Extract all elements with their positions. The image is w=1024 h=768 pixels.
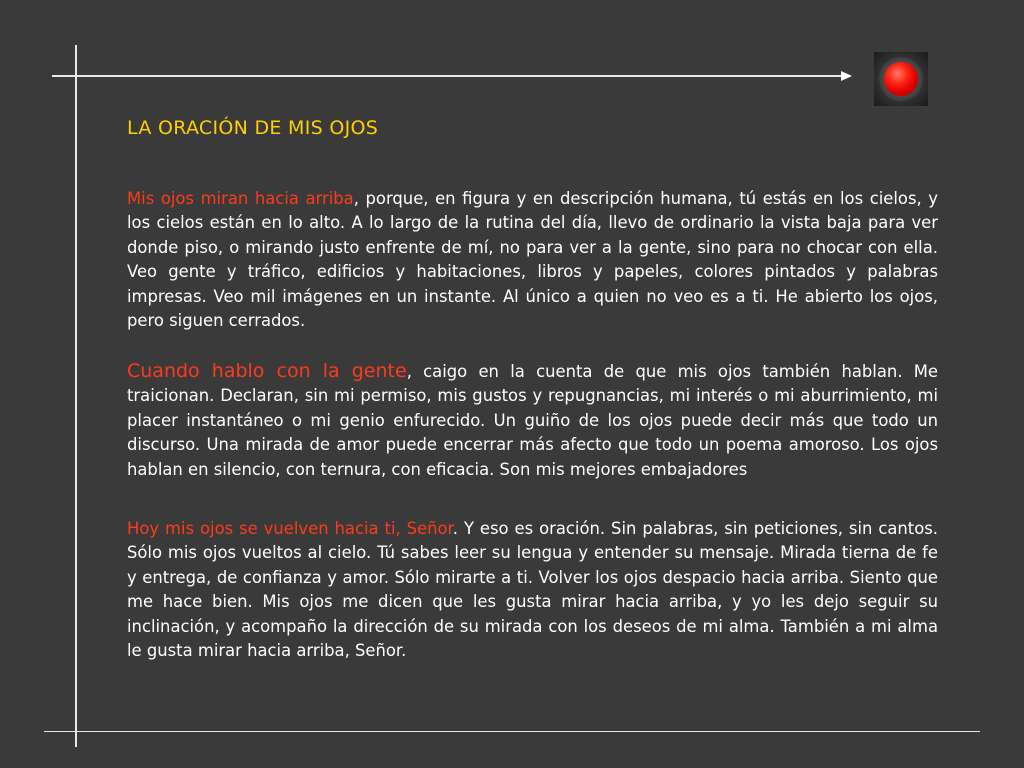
record-button[interactable]: [874, 52, 928, 106]
record-icon: [884, 62, 918, 96]
paragraph-1-highlight: Mis ojos miran hacia arriba: [127, 189, 354, 208]
paragraph-3-text: . Y eso es oración. Sin palabras, sin peticiones, sin cantos. Sólo mis ojos vueltos al cielo. Tú sabes leer su lengua y entender su mensaje. Mirada tierna de fe y entrega, de confianza y amor. Sólo mirarte a ti. Volver los ojos despacio hacia arriba. Siento que me hace bien. Mis ojos me dicen que les gusta mirar hacia arriba, y yo les dejo seguir su inclinación, y acompaño la dirección de su mirada con los deseos de mi alma. También a mi alma le gusta mirar hacia arriba, Señor.: [127, 519, 939, 661]
paragraph-1-text: , porque, en figura y en descripción humana, tú estás en los cielos, y los cielos están en lo alto. A lo largo de la rutina del día, llevo de ordinario la vista baja para ver donde piso, o mirando justo enfrente de mí, no para ver a la gente, sino para no chocar con ella. Veo gente y tráfico, edificios y habitaciones, libros y papeles, colores pintados y palabras impresas. Veo mil imágenes en un instante. Al único a quien no veo es a ti. He abierto los ojos, pero siguen cerrados.: [127, 189, 938, 331]
slide-title: LA ORACIÓN DE MIS OJOS: [127, 117, 379, 139]
paragraph-2: [127, 359, 938, 482]
arrow-right-icon: [841, 71, 852, 81]
paragraph-3: [127, 517, 938, 663]
vertical-rule: [75, 45, 77, 747]
paragraph-3-highlight: Hoy mis ojos se vuelven hacia ti, Señor: [127, 519, 453, 538]
paragraph-2-text: , caigo en la cuenta de que mis ojos también hablan. Me traicionan. Declaran, sin mi permiso, mis gustos y repugnancias, mi interés o mi aburrimiento, mi placer instantáneo o mi genio enfurecido. Un guiño de los ojos puede decir más que todo un discurso. Una mirada de amor puede encerrar más afecto que todo un poema amoroso. Los ojos hablan en silencio, con ternura, con eficacia. Son mis mejores embajadores: [127, 362, 938, 479]
paragraph-1: [127, 187, 938, 333]
top-rule-arrow-line: [52, 75, 842, 77]
bottom-rule: [44, 731, 980, 732]
paragraph-2-highlight: Cuando hablo con la gente: [127, 360, 407, 382]
